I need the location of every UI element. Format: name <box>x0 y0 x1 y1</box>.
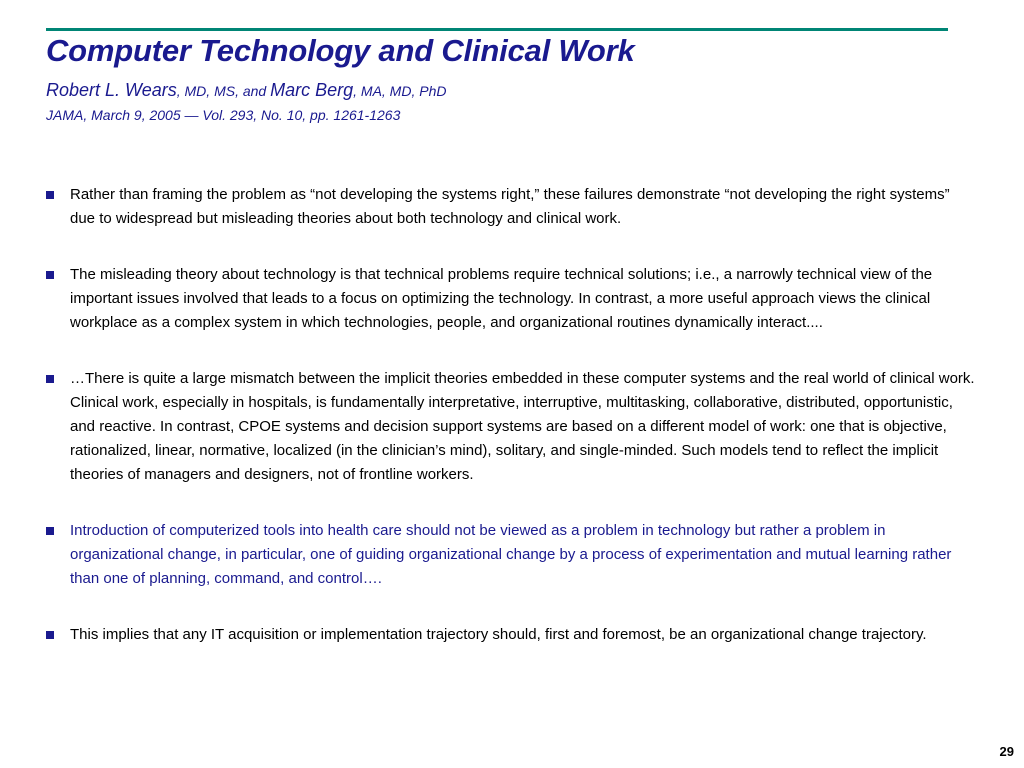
author-2-name: Marc Berg <box>270 80 354 100</box>
bullet-text: Introduction of computerized tools into health care should not be viewed as a problem in technology but rather a problem in organizational change, in particular, one of guiding organizational change by a process of experimentation and mutual learning rather than one of planning, command, and control…. <box>70 522 952 587</box>
bullet-text: …There is quite a large mismatch between the implicit theories embedded in these computer systems and the real world of clinical work. Clinical work, especially in hospitals, is fundamentally interpretative, interruptive, multitasking, collaborative, distributed, opportunistic, and reactive. In contrast, CPOE systems and decision support systems are based on a different model of work: one that is objective, rationalized, linear, normative, localized (in the clinician’s mind), solitary, and single-minded. Such models tend to reflect the implicit theories of managers and designers, not of frontline workers. <box>70 370 975 483</box>
journal-citation: JAMA, March 9, 2005 — Vol. 293, No. 10, pp. 1261-1263 <box>46 107 401 123</box>
author-1-name: Robert L. Wears <box>46 80 177 100</box>
bullet-item <box>46 623 976 647</box>
square-bullet-icon <box>46 527 54 535</box>
bullet-list <box>46 183 976 647</box>
square-bullet-icon <box>46 271 54 279</box>
bullet-text: Rather than framing the problem as “not developing the systems right,” these failures demonstrate “not developing the right systems” due to widespread but misleading theories about both technology and clinical work. <box>70 186 950 227</box>
square-bullet-icon <box>46 375 54 383</box>
bullet-text: This implies that any IT acquisition or implementation trajectory should, first and foremost, be an organizational change trajectory. <box>70 626 927 643</box>
page-number: 29 <box>999 744 1014 759</box>
author-2-credentials: , MA, MD, PhD <box>353 83 447 99</box>
bullet-item <box>46 183 976 231</box>
bullet-text: The misleading theory about technology is that technical problems require technical solutions; i.e., a narrowly technical view of the important issues involved that leads to a focus on optimizing the technology. In contrast, a more useful approach views the clinical workplace as a complex system in which technologies, people, and organizational routines dynamically interact.... <box>70 266 933 331</box>
square-bullet-icon <box>46 631 54 639</box>
authors-line <box>46 80 446 101</box>
bullet-item-highlighted <box>46 519 976 591</box>
slide-title: Computer Technology and Clinical Work <box>46 33 635 68</box>
title-underline-rule <box>46 28 948 31</box>
author-1-credentials: , MD, MS, and <box>176 83 271 99</box>
bullet-item <box>46 367 976 487</box>
bullet-item <box>46 263 976 335</box>
square-bullet-icon <box>46 191 54 199</box>
